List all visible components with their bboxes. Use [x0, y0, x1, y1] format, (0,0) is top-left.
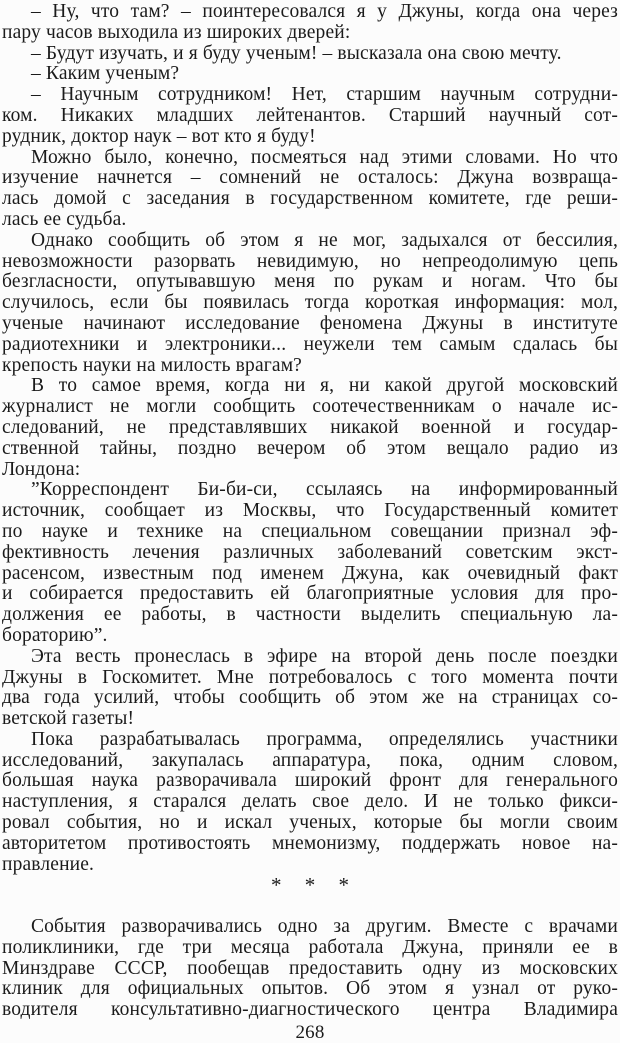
text-line: журналист не могли сообщить соотечественникам о начале ис-: [2, 396, 618, 418]
text-line: безгласности, опутывавшую меня по рукам и ногам. Что бы: [2, 271, 618, 293]
paragraph: [2, 44, 618, 65]
text-line: Можно было, конечно, посмеяться над этими словами. Но что: [31, 146, 618, 168]
paragraph: [2, 480, 618, 646]
text-line: авторитетом противостоять мнемонизму, поддержать новое на-: [2, 832, 618, 854]
text-line: радиотехники и электроники... неужели тем самым сдалась бы: [2, 333, 618, 355]
text-line: исследований, закупалась аппаратура, пока, одним словом,: [2, 749, 618, 771]
text-line: – Ну, что там? – поинтересовался я у Джуны, когда она через: [31, 1, 618, 22]
text-line: водителя консультативно-диагностического центра Владимира: [2, 999, 618, 1021]
text-line: рудник, доктор наук – вот кто я буду!: [2, 125, 316, 147]
page-number: 268: [295, 1022, 325, 1043]
text-line: – Будут изучать, и я буду ученым! – высказала она свою мечту.: [31, 42, 562, 64]
paragraph: [2, 148, 618, 231]
text-line: Джуны в Госкомитет. Мне потребовалось с того момента почти: [2, 666, 618, 688]
text-line: Пока разрабатывалась программа, определялись участники: [31, 728, 618, 750]
paragraph: [2, 85, 618, 147]
text-line: ком. Никаких младших лейтенантов. Старший научный сот-: [2, 104, 618, 126]
text-line: пару часов выходила из широких дверей:: [2, 21, 351, 43]
text-line: События разворачивались одно за другим. Вместе с врачами: [31, 916, 618, 938]
text-line: бораторию”.: [2, 624, 108, 646]
text-line: ветской газеты!: [2, 708, 135, 730]
paragraph: [2, 376, 618, 480]
text-line: В то самое время, когда ни я, ни какой другой московский: [31, 375, 618, 397]
paragraph: [2, 2, 618, 44]
text-line: – Научным сотрудником! Нет, старшим научным сотрудни-: [31, 84, 618, 106]
text-line: наступления, я старался делать свое дело. И не только фикси-: [2, 791, 618, 813]
text-line: поликлиники, где три месяца работала Джуна, приняли ее в: [2, 936, 618, 958]
text-line: два года усилий, чтобы сообщить об этом же на страницах со-: [2, 687, 618, 709]
text-line: по науке и технике на специальном совещании признал эф-: [2, 520, 618, 542]
paragraph: [2, 917, 618, 1021]
text-line: лась ее судьба.: [2, 208, 127, 230]
text-line: Эта весть пронеслась в эфире на второй день после поездки: [31, 645, 618, 667]
text-line: ученые начинают исследование феномена Джуны в институте: [2, 312, 618, 334]
text-line: фективность лечения различных заболеваний советским экст-: [2, 541, 618, 563]
text-line: случилось, если бы появилась тогда короткая информация: мол,: [2, 292, 618, 314]
text-line: и собирается предоставить ей благоприятные условия для про-: [2, 583, 618, 605]
text-line: ственной тайны, поздно вечером об этом вещало радио из: [2, 437, 618, 459]
paragraph: [2, 647, 618, 730]
section-separator: * * *: [271, 873, 358, 898]
text-line: Минздраве СССР, пообещав предоставить одну из московских: [2, 957, 618, 979]
text-line: клиник для официальных опытов. Об этом я узнал от руко-: [2, 978, 618, 1000]
paragraph: [2, 231, 618, 377]
text-line: большая наука разворачивала широкий фронт для генерального: [2, 770, 618, 792]
text-line: лась домой с заседания в государственном комитете, где реши-: [2, 188, 618, 210]
text-line: источник, сообщает из Москвы, что Государственный комитет: [2, 500, 618, 522]
text-line: крепость науки на милость врагам?: [2, 354, 302, 376]
text-line: правление.: [2, 853, 95, 875]
paragraph: [2, 64, 618, 85]
text-line: Однако сообщить об этом я не мог, задыхался от бессилия,: [31, 229, 618, 251]
text-line: ”Корреспондент Би-би-си, ссылаясь на информированный: [31, 479, 618, 501]
text-line: расенсом, известным под именем Джуна, как очевидный факт: [2, 562, 618, 584]
text-line: ровал события, но и искал ученых, которые бы могли своим: [2, 812, 618, 834]
text-line: невозможности разорвать невидимую, но непреодолимую цепь: [2, 250, 618, 272]
text-line: должения ее работы, в частности выделить специальную ла-: [2, 604, 618, 626]
text-line: – Каким ученым?: [31, 63, 180, 85]
paragraph: [2, 730, 618, 876]
text-line: Лондона:: [2, 458, 81, 480]
text-block: [2, 2, 618, 1021]
text-line: изучение начнется – сомнений не осталось: Джуна возвраща-: [2, 167, 618, 189]
text-line: следований, не представлявших никакой военной и государ-: [2, 416, 618, 438]
